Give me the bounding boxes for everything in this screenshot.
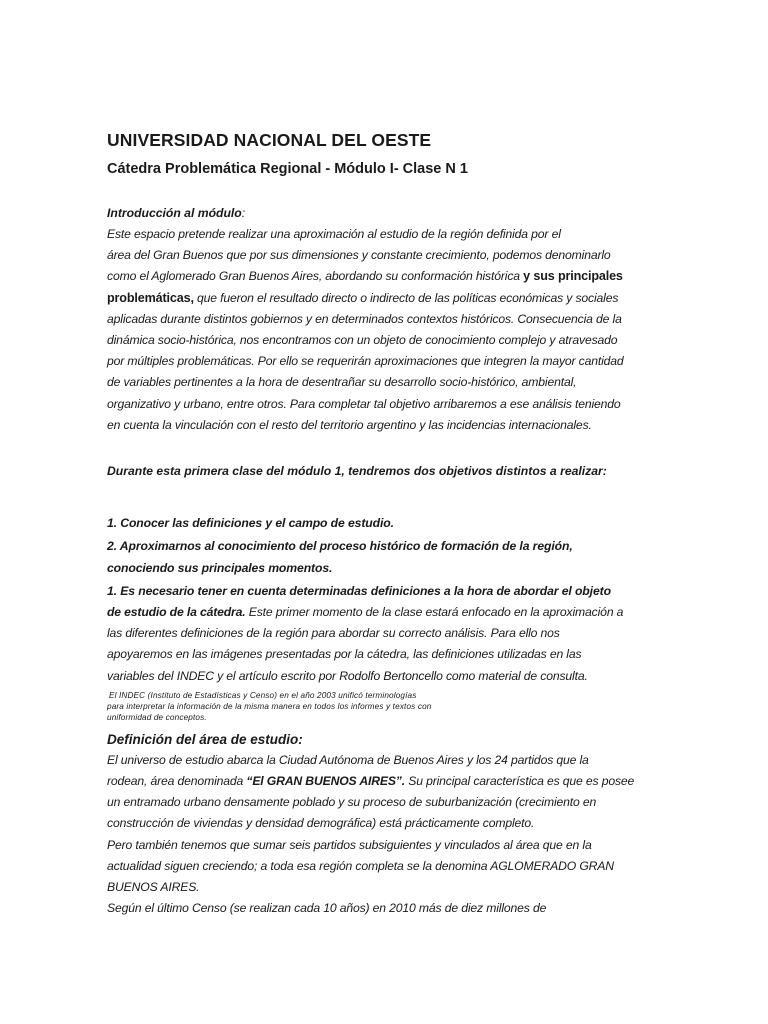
gran-buenos-aires-term: “El GRAN BUENOS AIRES”.: [246, 774, 405, 789]
footnote-line: para interpretar la información de la misma manera en todos los informes y textos con: [107, 701, 432, 711]
objective-item: 2. Aproximarnos al conocimiento del proceso histórico de formación de la región,: [107, 538, 573, 553]
document-subtitle: Cátedra Problemática Regional - Módulo I- Clase N 1: [107, 161, 468, 177]
definitions-line: variables del INDEC y el artículo escrito por Rodolfo Bertoncello como material de consulta.: [107, 668, 588, 683]
area-line: Según el último Censo (se realizan cada 10 años) en 2010 más de diez millones de: [107, 901, 547, 916]
area-heading: Definición del área de estudio:: [107, 731, 303, 747]
intro-emphasis: problemáticas,: [107, 290, 194, 305]
objectives-intro: Durante esta primera clase del módulo 1, tendremos dos objetivos distintos a realizar:: [107, 464, 607, 479]
area-line: un entramado urbano densamente poblado y su proceso de suburbanización (crecimiento en: [107, 795, 597, 810]
area-line-text: rodean, área denominada: [107, 774, 247, 789]
footnote-line: El INDEC (Instituto de Estadísticas y Censo) en el año 2003 unificó terminologías: [109, 690, 417, 700]
area-line: BUENOS AIRES.: [107, 880, 200, 895]
intro-paragraph: [107, 224, 663, 436]
intro-line: por múltiples problemáticas. Por ello se requerirán aproximaciones que integren la mayor cantidad: [107, 354, 624, 369]
area-line: [107, 771, 663, 792]
intro-line: Este espacio pretende realizar una aproximación al estudio de la región definida por el: [107, 227, 561, 241]
area-line: actualidad siguen creciendo; a toda esa región completa se la denomina AGLOMERADO GRAN: [107, 858, 614, 873]
intro-line: organizativo y urbano, entre otros. Para completar tal objetivo arribaremos a ese análisis teniendo: [107, 396, 621, 411]
footnote-line: uniformidad de conceptos.: [107, 712, 207, 722]
document-title: UNIVERSIDAD NACIONAL DEL OESTE: [107, 130, 432, 150]
intro-line: en cuenta la vinculación con el resto del territorio argentino y las incidencias internacionales.: [107, 417, 592, 432]
definitions-line: [107, 602, 663, 623]
objective-item: 1. Es necesario tener en cuenta determinadas definiciones a la hora de abordar el objeto: [107, 583, 611, 598]
intro-line-text: como el Aglomerado Gran Buenos Aires, abordando su conformación histórica: [107, 269, 524, 284]
definitions-line-text: Este primer momento de la clase estará enfocado en la aproximación a: [245, 605, 624, 620]
intro-line: dinámica socio-histórica, nos encontramos con un objeto de conocimiento complejo y atravesado: [107, 333, 618, 348]
objectives-list: [107, 512, 663, 602]
objective-item: 1. Conocer las definiciones y el campo de estudio.: [107, 516, 394, 531]
intro-heading-colon: :: [241, 206, 246, 220]
intro-heading-text: Introducción al módulo: [107, 206, 242, 220]
definitions-paragraph: [107, 602, 663, 687]
area-line-text: Su principal característica es que es posee: [405, 774, 635, 789]
intro-line-text: que fueron el resultado directo o indirecto de las políticas económicas y sociales: [193, 290, 619, 305]
indec-footnote: [107, 690, 663, 723]
area-paragraph: [107, 750, 663, 920]
intro-line: área del Gran Buenos que por sus dimensiones y constante crecimiento, podemos denominarlo: [107, 248, 611, 263]
area-line: El universo de estudio abarca la Ciudad Autónoma de Buenos Aires y los 24 partidos que la: [107, 752, 589, 767]
definitions-lead: de estudio de la cátedra.: [107, 605, 246, 620]
area-line: Pero también tenemos que sumar seis partidos subsiguientes y vinculados al área que en la: [107, 837, 592, 852]
definitions-line: apoyaremos en las imágenes presentadas por la cátedra, las definiciones utilizadas en las: [107, 647, 582, 662]
intro-line: de variables pertinentes a la hora de desentrañar su desarrollo socio-histórico, ambiental,: [107, 375, 577, 390]
definitions-line: las diferentes definiciones de la región para abordar su correcto análisis. Para ello nos: [107, 626, 560, 641]
intro-line: aplicadas durante distintos gobiernos y en determinados contextos históricos. Consecuencia de la: [107, 311, 622, 326]
intro-line: [107, 288, 663, 309]
objective-item: conociendo sus principales momentos.: [107, 561, 333, 576]
intro-emphasis: y sus principales: [523, 269, 623, 284]
area-line: construcción de viviendas y densidad demográfica) está prácticamente completo.: [107, 816, 535, 831]
intro-heading: [107, 203, 663, 224]
intro-line: [107, 266, 663, 287]
document-content: [107, 128, 663, 919]
